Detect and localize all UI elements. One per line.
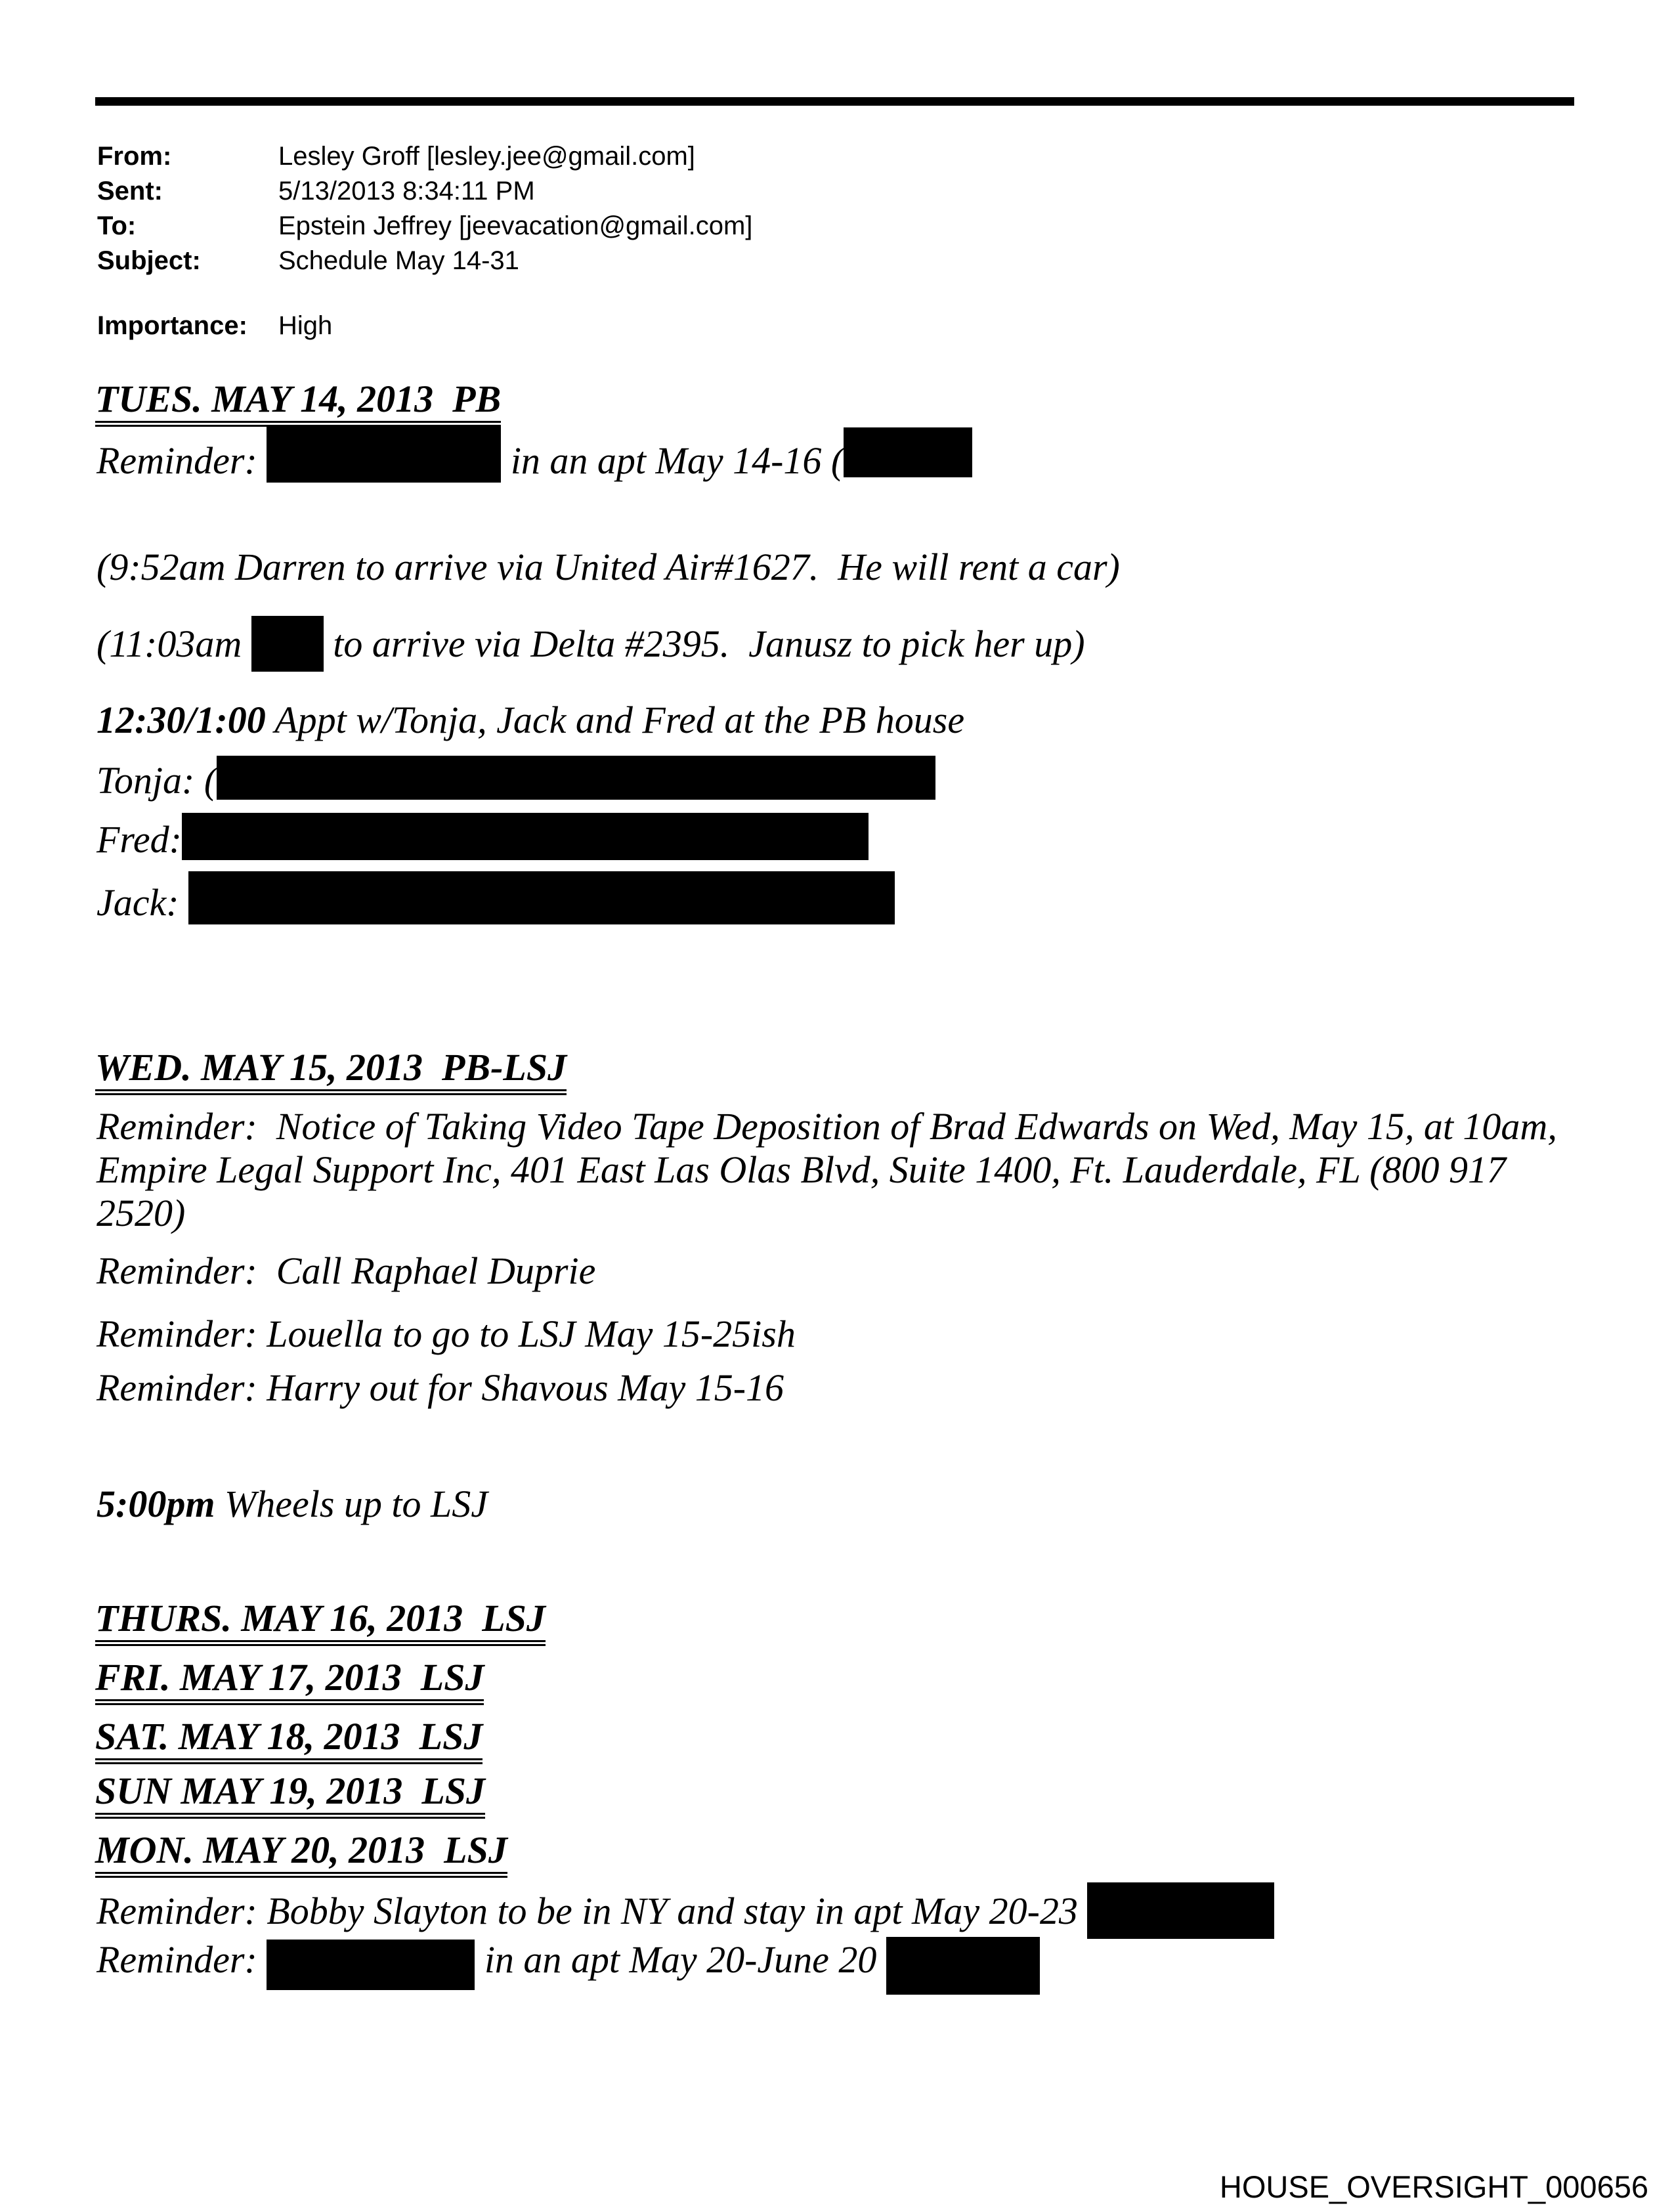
contact-label: Fred:: [97, 818, 182, 861]
schedule-line-jack: [97, 871, 895, 924]
appt-time: 12:30/1:00: [97, 699, 266, 741]
day-heading-text: SAT. MAY 18, 2013 LSJ: [95, 1717, 483, 1764]
schedule-line-fred: [97, 813, 869, 861]
redaction-bar: [217, 756, 935, 800]
day-heading-text: SUN MAY 19, 2013 LSJ: [95, 1771, 485, 1819]
schedule-line-wheels-up: [97, 1483, 488, 1526]
redaction-bar: [267, 1940, 475, 1990]
day-heading-text: FRI. MAY 17, 2013 LSJ: [95, 1658, 484, 1705]
header-field-value: Epstein Jeffrey [jeevacation@gmail.com]: [278, 211, 753, 240]
redaction-bar: [182, 813, 869, 860]
header-field-value: 5/13/2013 8:34:11 PM: [278, 177, 535, 206]
schedule-line-deposition: Reminder: Notice of Taking Video Tape Deposition of Brad Edwards on Wed, May 15, at 10am, Empire Legal Support Inc, 401 East Las Olas Blvd, Suite 1400, Ft. Lauderdale, FL (800 917 2520): [97, 1105, 1567, 1234]
appt-text: Appt w/Tonja, Jack and Fred at the PB house: [265, 699, 965, 741]
separator-rule: [95, 97, 1574, 106]
redaction-bar: [886, 1937, 1040, 1995]
header-row-sent: [97, 174, 752, 209]
schedule-line-call-raphael: Reminder: Call Raphael Duprie: [97, 1249, 596, 1292]
reminder-text: in an apt May 14-16 (: [501, 439, 844, 482]
day-heading-mon-may20: [95, 1831, 507, 1878]
importance-value: High: [278, 311, 333, 340]
schedule-line-delta-arrival: (11:03am to arrive via Delta #2395. Janusz to pick her up): [97, 616, 1085, 672]
day-heading-text: THURS. MAY 16, 2013 LSJ: [95, 1599, 546, 1646]
day-heading-thu-may16: [95, 1599, 546, 1646]
schedule-line-louella: Reminder: Louella to go to LSJ May 15-25ish: [97, 1312, 796, 1355]
day-heading-fri-may17: [95, 1658, 484, 1705]
schedule-line-darren-arrival: (9:52am Darren to arrive via United Air#1627. He will rent a car): [97, 546, 1120, 588]
day-heading-text: TUES. MAY 14, 2013 PB: [95, 380, 501, 427]
day-heading-wed-may15: [95, 1048, 567, 1095]
schedule-line-reminder-apt: [97, 426, 972, 483]
redaction-bar: [251, 616, 324, 672]
contact-label: Jack:: [97, 881, 189, 924]
reminder-text: Reminder:: [97, 439, 267, 482]
day-heading-tue-may14: [95, 380, 501, 427]
wheels-time: 5:00pm: [97, 1483, 215, 1525]
header-row-subject: [97, 244, 752, 278]
header-field-value: Schedule May 14-31: [278, 246, 519, 275]
wheels-text: Wheels up to LSJ: [215, 1483, 488, 1525]
header-field-label: Subject:: [97, 246, 201, 275]
header-row-to: [97, 209, 752, 244]
schedule-line-bobby-slayton: Reminder: Bobby Slayton to be in NY and stay in apt May 20-23: [97, 1882, 1274, 1939]
schedule-line-appt: [97, 699, 964, 742]
day-heading-text: MON. MAY 20, 2013 LSJ: [95, 1831, 507, 1878]
redaction-bar: [188, 871, 895, 924]
redaction-bar: [1087, 1882, 1274, 1939]
day-heading-sun-may19: [95, 1771, 485, 1819]
importance-row: [97, 309, 332, 343]
header-field-label: From:: [97, 142, 172, 171]
header-row-from: [97, 139, 752, 174]
schedule-line-tonja: [97, 756, 935, 802]
header-field-value: Lesley Groff [lesley.jee@gmail.com]: [278, 142, 695, 171]
day-heading-sat-may18: [95, 1717, 483, 1764]
schedule-line-harry: Reminder: Harry out for Shavous May 15-16: [97, 1366, 784, 1409]
email-header: [97, 139, 752, 278]
header-field-label: Sent:: [97, 177, 163, 206]
header-field-label: To:: [97, 211, 137, 240]
schedule-line-reminder-apt-june: Reminder: in an apt May 20-June 20: [97, 1937, 1040, 1995]
bates-number: HOUSE_OVERSIGHT_000656: [1219, 2169, 1648, 2204]
day-heading-text: WED. MAY 15, 2013 PB-LSJ: [95, 1048, 567, 1095]
redaction-bar: [844, 427, 972, 477]
redaction-bar: [267, 426, 501, 483]
importance-label: Importance:: [97, 311, 247, 340]
contact-label: Tonja: (: [97, 759, 217, 802]
